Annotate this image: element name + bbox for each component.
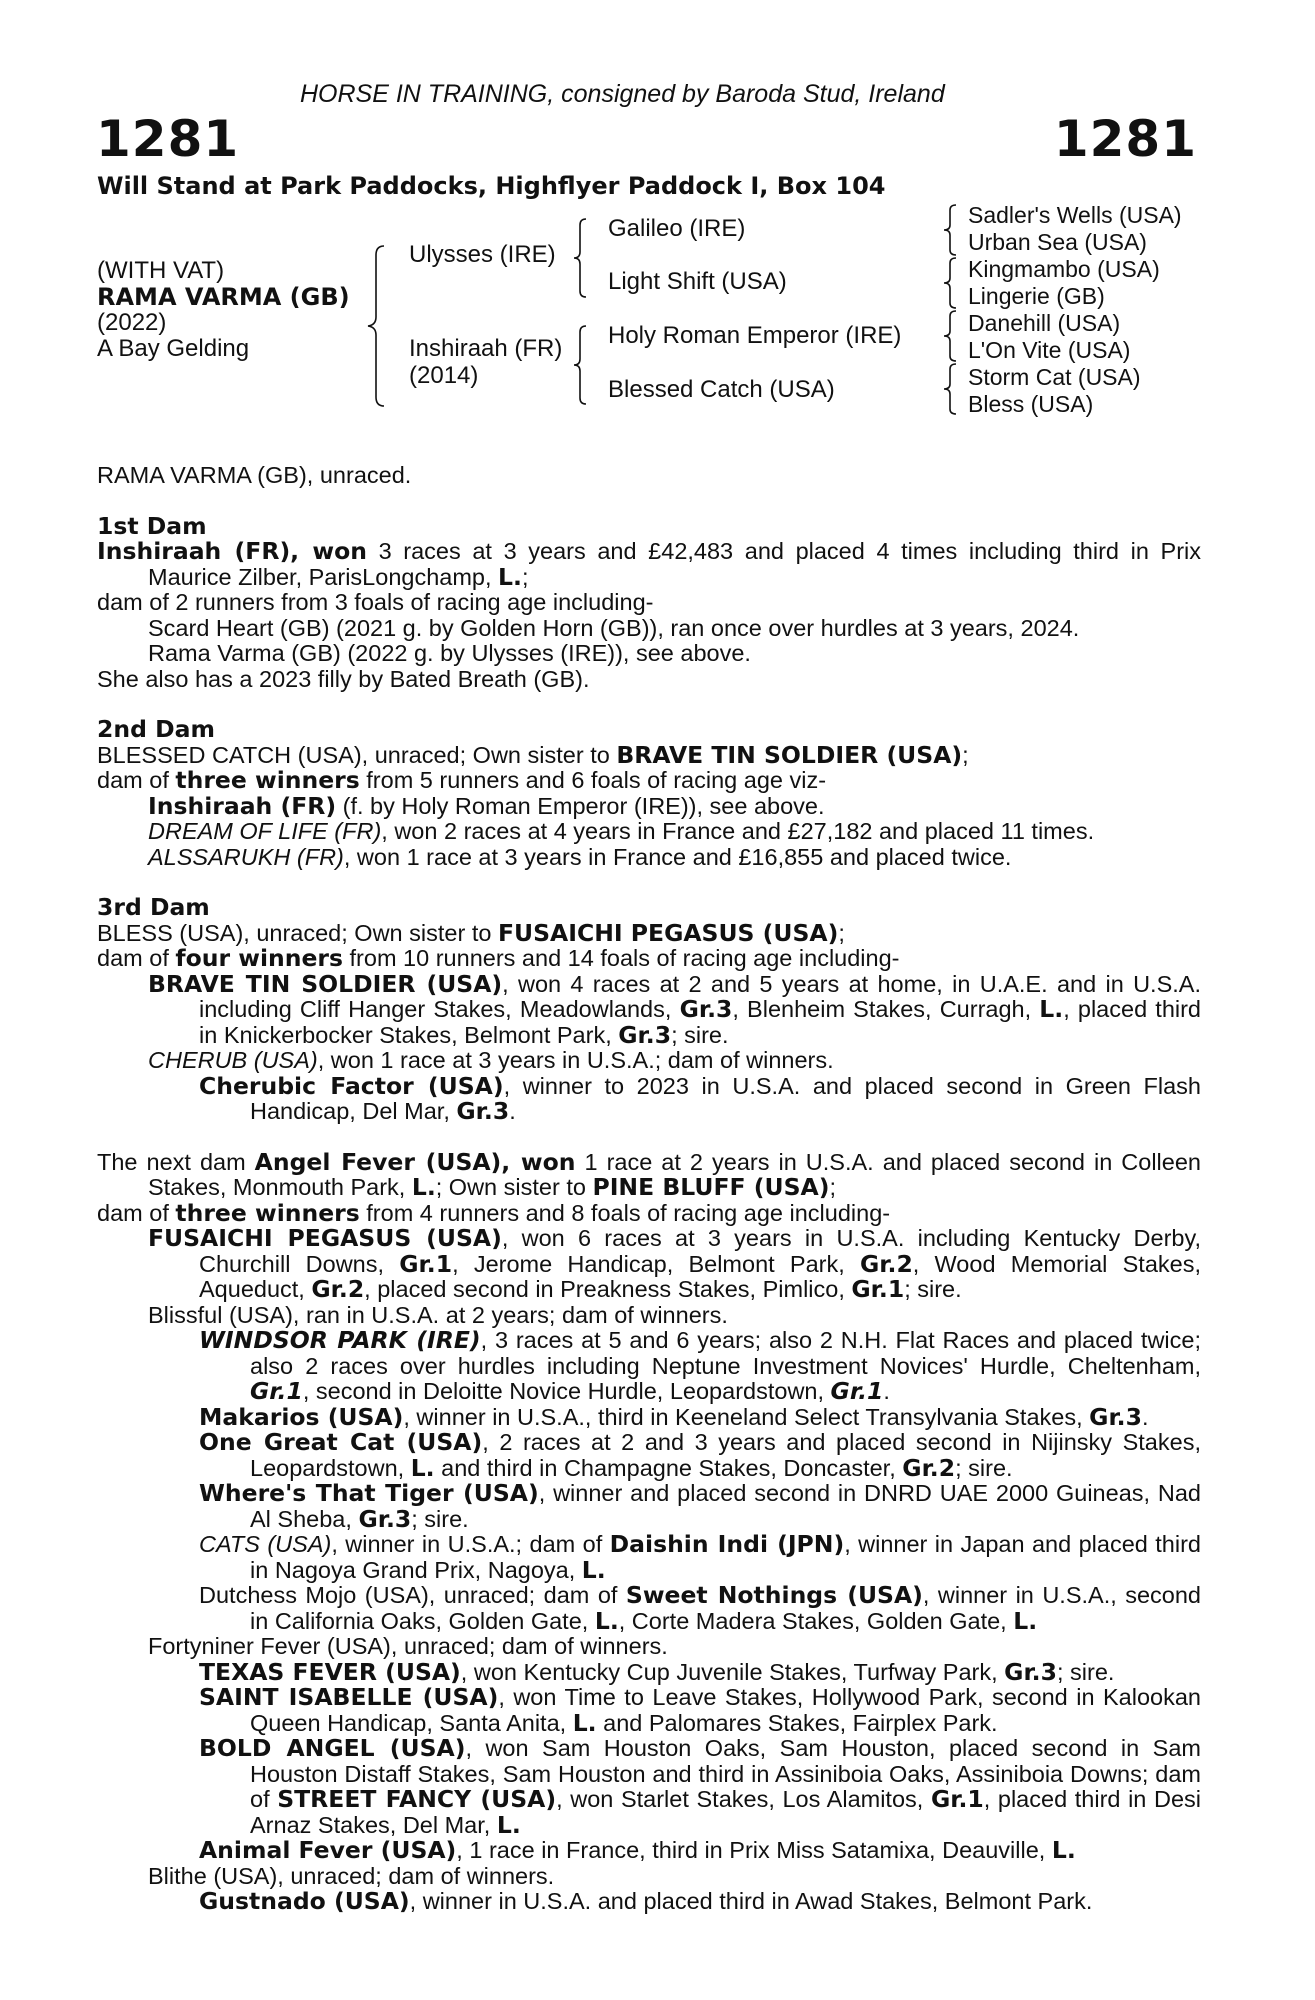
lot-number-left: 1281 <box>96 110 240 168</box>
grandfoal-saint-isabelle: SAINT ISABELLE (USA), won Time to Leave Stakes, Hollywood Park, second in Kalookan Queen Handicap, Santa Anita, L. and Palomares Stakes, Fairplex Park. <box>199 1683 1201 1737</box>
first-dam-heading: 1st Dam <box>97 511 207 540</box>
pedigree-dam: Inshiraah (FR) <box>409 335 563 362</box>
third-dam-produce: dam of four winners from 10 runners and 14 foals of racing age including- <box>97 944 900 972</box>
second-dam-produce: dam of three winners from 5 runners and 6 foals of racing age viz- <box>97 766 827 794</box>
first-dam-note: She also has a 2023 filly by Bated Breath (GB). <box>97 665 590 692</box>
pedigree-brace-gg2 <box>942 257 958 309</box>
next-dam-foal-fortyniner-fever: Fortyniner Fever (USA), unraced; dam of winners. <box>148 1633 668 1659</box>
third-dam-foal-brave-tin-soldier: BRAVE TIN SOLDIER (USA), won 4 races at 2 and 5 years at home, in U.A.E. and in U.S.A. including Cliff Hanger Stakes, Meadowlands, Gr.3, Blenheim Stakes, Curragh, L., placed third in Knickerbocker Stakes, Belmont Park, Gr.3; sire. <box>148 969 1202 1049</box>
pedigree-dam-dam: Blessed Catch (USA) <box>608 376 835 403</box>
pedigree-brace-parents <box>366 245 386 407</box>
pedigree-dam-year: (2014) <box>409 362 479 389</box>
next-dam-record: The next dam Angel Fever (USA), won 1 race at 2 years in U.S.A. and placed second in Colleen Stakes, Monmouth Park, L.; Own sister to PINE BLUFF (USA); <box>97 1147 1201 1201</box>
grandfoal-animal-fever: Animal Fever (USA), 1 race in France, third in Prix Miss Satamixa, Deauville, L. <box>199 1836 1076 1864</box>
second-dam-foal-1: Inshiraah (FR) (f. by Holy Roman Emperor (IRE)), see above. <box>148 791 825 820</box>
intro-line: RAMA VARMA (GB), unraced. <box>97 462 412 488</box>
pedigree-gg-4: Danehill (USA) <box>968 310 1121 336</box>
next-dam-foal-blithe: Blithe (USA), unraced; dam of winners. <box>148 1862 555 1889</box>
first-dam-foal-1: Scard Heart (GB) (2021 g. by Golden Horn (GB)), ran once over hurdles at 3 years, 2024. <box>148 614 1080 641</box>
pedigree-gg-3: Lingerie (GB) <box>968 283 1105 309</box>
consignment-header: HORSE IN TRAINING, consigned by Baroda Stud, Ireland <box>300 80 945 108</box>
grandfoal-dutchess-mojo: Dutchess Mojo (USA), unraced; dam of Sweet Nothings (USA), winner in U.S.A., second in California Oaks, Golden Gate, L., Corte Madera Stakes, Golden Gate, L. <box>199 1581 1201 1635</box>
second-dam-foal-2: DREAM OF LIFE (FR), won 2 races at 4 years in France and £27,182 and placed 11 times. <box>148 818 1095 844</box>
next-dam-foal-blissful: Blissful (USA), ran in U.S.A. at 2 years; dam of winners. <box>148 1301 728 1328</box>
first-dam-foal-2: Rama Varma (GB) (2022 g. by Ulysses (IRE)), see above. <box>148 640 751 666</box>
third-dam-grandfoal-cherubic-factor: Cherubic Factor (USA), winner to 2023 in U.S.A. and placed second in Green Flash Handicap, Del Mar, Gr.3. <box>199 1071 1201 1125</box>
pedigree-brace-gg3 <box>942 310 958 362</box>
next-dam-foal-fusaichi-pegasus: FUSAICHI PEGASUS (USA), won 6 races at 3 years in U.S.A. including Kentucky Derby, Churchill Downs, Gr.1, Jerome Handicap, Belmont Park, Gr.2, Wood Memorial Stakes, Aqueduct, Gr.2, placed second in Preakness Stakes, Pimlico, Gr.1; sire. <box>148 1224 1202 1303</box>
pedigree-gg-0: Sadler's Wells (USA) <box>968 202 1182 228</box>
second-dam-heading: 2nd Dam <box>97 715 215 743</box>
stable-location: Will Stand at Park Paddocks, Highflyer Paddock I, Box 104 <box>97 172 886 200</box>
pedigree-dam-sire: Holy Roman Emperor (IRE) <box>608 322 902 349</box>
pedigree-gg-6: Storm Cat (USA) <box>968 364 1141 390</box>
second-dam-foal-3: ALSSARUKH (FR), won 1 race at 3 years in France and £16,855 and placed twice. <box>148 843 1012 870</box>
pedigree-sire-sire: Galileo (IRE) <box>608 215 746 242</box>
grandfoal-makarios: Makarios (USA), winner in U.S.A., third in Keeneland Select Transylvania Stakes, Gr.3. <box>199 1402 1149 1431</box>
pedigree-brace-dam <box>572 325 588 405</box>
pedigree-brace-gg4 <box>942 363 958 415</box>
third-dam-foal-cherub: CHERUB (USA), won 1 race at 3 years in U.S.A.; dam of winners. <box>148 1047 834 1073</box>
grandfoal-gustnado: Gustnado (USA), winner in U.S.A. and placed third in Awad Stakes, Belmont Park. <box>199 1887 1093 1915</box>
vat-note: (WITH VAT) <box>97 257 225 284</box>
first-dam-record: Inshiraah (FR), won 3 races at 3 years and £42,483 and placed 4 times including third in Prix Maurice Zilber, ParisLongchamp, L.; <box>97 537 1201 591</box>
grandfoal-windsor-park: WINDSOR PARK (IRE), 3 races at 5 and 6 years; also 2 N.H. Flat Races and placed twice; also 2 races over hurdles including Neptune Investment Novices' Hurdle, Cheltenham, Gr.1, second in Deloitte Novice Hurdle, Leopardstown, Gr.1. <box>199 1326 1201 1405</box>
horse-name: RAMA VARMA (GB) <box>97 283 350 311</box>
pedigree-gg-1: Urban Sea (USA) <box>968 229 1147 255</box>
pedigree-gg-5: L'On Vite (USA) <box>968 337 1131 363</box>
pedigree-sire-dam: Light Shift (USA) <box>608 268 787 295</box>
pedigree-gg-7: Bless (USA) <box>968 391 1094 417</box>
third-dam-record: BLESS (USA), unraced; Own sister to FUSAICHI PEGASUS (USA); <box>97 918 845 947</box>
first-dam-produce: dam of 2 runners from 3 foals of racing age including- <box>97 589 654 615</box>
catalogue-body <box>97 463 1201 1915</box>
second-dam-record: BLESSED CATCH (USA), unraced; Own sister to BRAVE TIN SOLDIER (USA); <box>97 740 969 769</box>
horse-description: A Bay Gelding <box>97 335 250 362</box>
pedigree-brace-gg1 <box>942 204 958 256</box>
next-dam-produce: dam of three winners from 4 runners and 8 foals of racing age including- <box>97 1198 891 1227</box>
grandfoal-bold-angel: BOLD ANGEL (USA), won Sam Houston Oaks, Sam Houston, placed second in Sam Houston Distaff Stakes, Sam Houston and third in Assiniboia Oaks, Assiniboia Downs; dam of STREET FANCY (USA), won Starlet Stakes, Los Alamitos, Gr.1, placed third in Desi Arnaz Stakes, Del Mar, L. <box>199 1734 1201 1839</box>
pedigree-brace-sire <box>572 218 588 298</box>
pedigree-gg-2: Kingmambo (USA) <box>968 256 1160 282</box>
grandfoal-texas-fever: TEXAS FEVER (USA), won Kentucky Cup Juvenile Stakes, Turfway Park, Gr.3; sire. <box>199 1657 1115 1686</box>
lot-number-right: 1281 <box>1053 110 1197 168</box>
grandfoal-cats: CATS (USA), winner in U.S.A.; dam of Daishin Indi (JPN), winner in Japan and placed third in Nagoya Grand Prix, Nagoya, L. <box>199 1530 1201 1584</box>
pedigree-sire: Ulysses (IRE) <box>409 241 556 268</box>
grandfoal-wheres-that-tiger: Where's That Tiger (USA), winner and placed second in DNRD UAE 2000 Guineas, Nad Al Sheba, Gr.3; sire. <box>199 1479 1201 1533</box>
grandfoal-one-great-cat: One Great Cat (USA), 2 races at 2 and 3 years and placed second in Nijinsky Stakes, Leopardstown, L. and third in Champagne Stakes, Doncaster, Gr.2; sire. <box>199 1428 1201 1482</box>
horse-year: (2022) <box>97 309 167 336</box>
third-dam-heading: 3rd Dam <box>97 893 210 921</box>
